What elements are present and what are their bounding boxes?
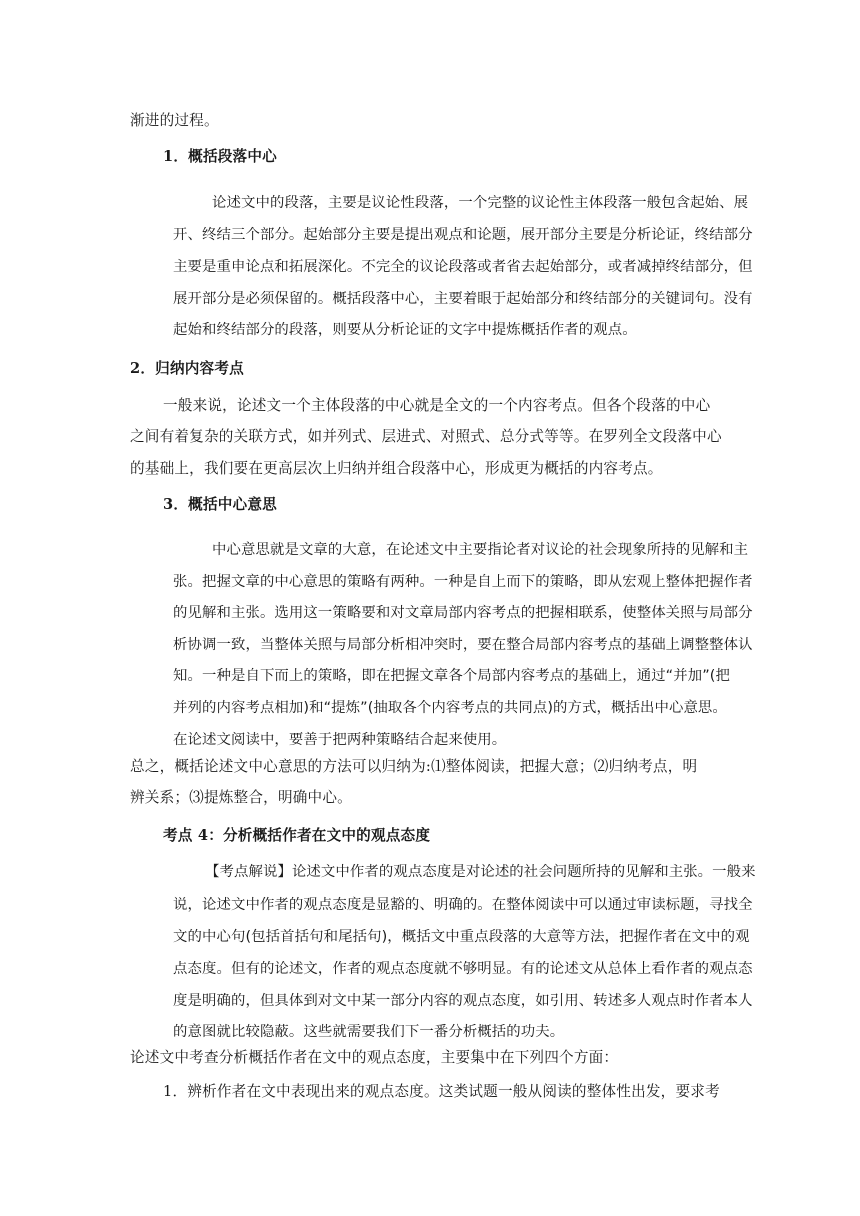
- text-line: 【考点解说】论述文中作者的观点态度是对论述的社会问题所持的见解和主张。一般来: [205, 864, 756, 880]
- text-line: 1．辨析作者在文中表现出来的观点态度。这类试题一般从阅读的整体性出发，要求考: [163, 1083, 720, 1100]
- text-line: 的基础上，我们要在更高层次上归纳并组合段落中心，形成更为概括的内容考点。: [130, 460, 663, 477]
- text-line: 之间有着复杂的关联方式，如并列式、层进式、对照式、总分式等等。在罗列全文段落中心: [130, 428, 722, 445]
- text-line: 起始和终结部分的段落，则要从分析论证的文字中提炼概括作者的观点。: [173, 322, 637, 338]
- section-heading-1: 1．概括段落中心: [163, 148, 277, 165]
- text-line: 析协调一致，当整体关照与局部分析相冲突时，要在整合局部内容考点的基础上调整整体认: [173, 637, 753, 653]
- text-line: 一般来说，论述文一个主体段落的中心就是全文的一个内容考点。但各个段落的中心: [163, 397, 711, 414]
- text-line: 的意图就比较隐蔽。这些就需要我们下一番分析概括的功夫。: [173, 1024, 565, 1040]
- text-line: 文的中心句(包括首括句和尾括句)，概括文中重点段落的大意等方法，把握作者在文中的观: [173, 929, 750, 945]
- text-line: 开、终结三个部分。起始部分主要是提出观点和论题，展开部分主要是分析论证，终结部分: [173, 227, 753, 243]
- text-line: 渐进的过程。: [130, 112, 219, 129]
- text-line: 主要是重申论点和拓展深化。不完全的议论段落或者省去起始部分，或者减掉终结部分，但: [173, 259, 753, 275]
- text-line: 论述文中的段落，主要是议论性段落，一个完整的议论性主体段落一般包含起始、展: [212, 195, 749, 211]
- text-line: 说，论述文中作者的观点态度是显豁的、明确的。在整体阅读中可以通过审读标题，寻找全: [173, 897, 753, 913]
- text-line: 度是明确的，但具体到对文中某一部分内容的观点态度，如引用、转述多人观点时作者本人: [173, 993, 753, 1009]
- section-heading-4: 考点 4：分析概括作者在文中的观点态度: [163, 827, 431, 844]
- section-heading-3: 3．概括中心意思: [163, 496, 277, 513]
- text-line: 并列的内容考点相加)和“提炼”(抽取各个内容考点的共同点)的方式，概括出中心意思。: [173, 700, 727, 716]
- text-line: 展开部分是必须保留的。概括段落中心，主要着眼于起始部分和终结部分的关键词句。没有: [173, 291, 753, 307]
- text-line: 辨关系；⑶提炼整合，明确中心。: [130, 789, 352, 806]
- section-heading-2: 2．归纳内容考点: [130, 360, 244, 377]
- text-line: 张。把握文章的中心意思的策略有两种。一种是自上而下的策略，即从宏观上整体把握作者: [173, 574, 753, 590]
- text-line: 点态度。但有的论述文，作者的观点态度就不够明显。有的论述文从总体上看作者的观点态: [173, 961, 753, 977]
- text-line: 知。一种是自下而上的策略，即在把握文章各个局部内容考点的基础上，通过“并加”(把: [173, 668, 730, 684]
- text-line: 的见解和主张。选用这一策略要和对文章局部内容考点的把握相联系，使整体关照与局部分: [173, 605, 753, 621]
- text-line: 在论述文阅读中，要善于把两种策略结合起来使用。: [173, 732, 507, 748]
- text-line: 中心意思就是文章的大意，在论述文中主要指论者对议论的社会现象所持的见解和主: [212, 542, 749, 558]
- text-line: 论述文中考查分析概括作者在文中的观点态度，主要集中在下列四个方面：: [130, 1049, 619, 1066]
- text-line: 总之，概括论述文中心意思的方法可以归纳为:⑴整体阅读，把握大意；⑵归纳考点，明: [130, 758, 698, 775]
